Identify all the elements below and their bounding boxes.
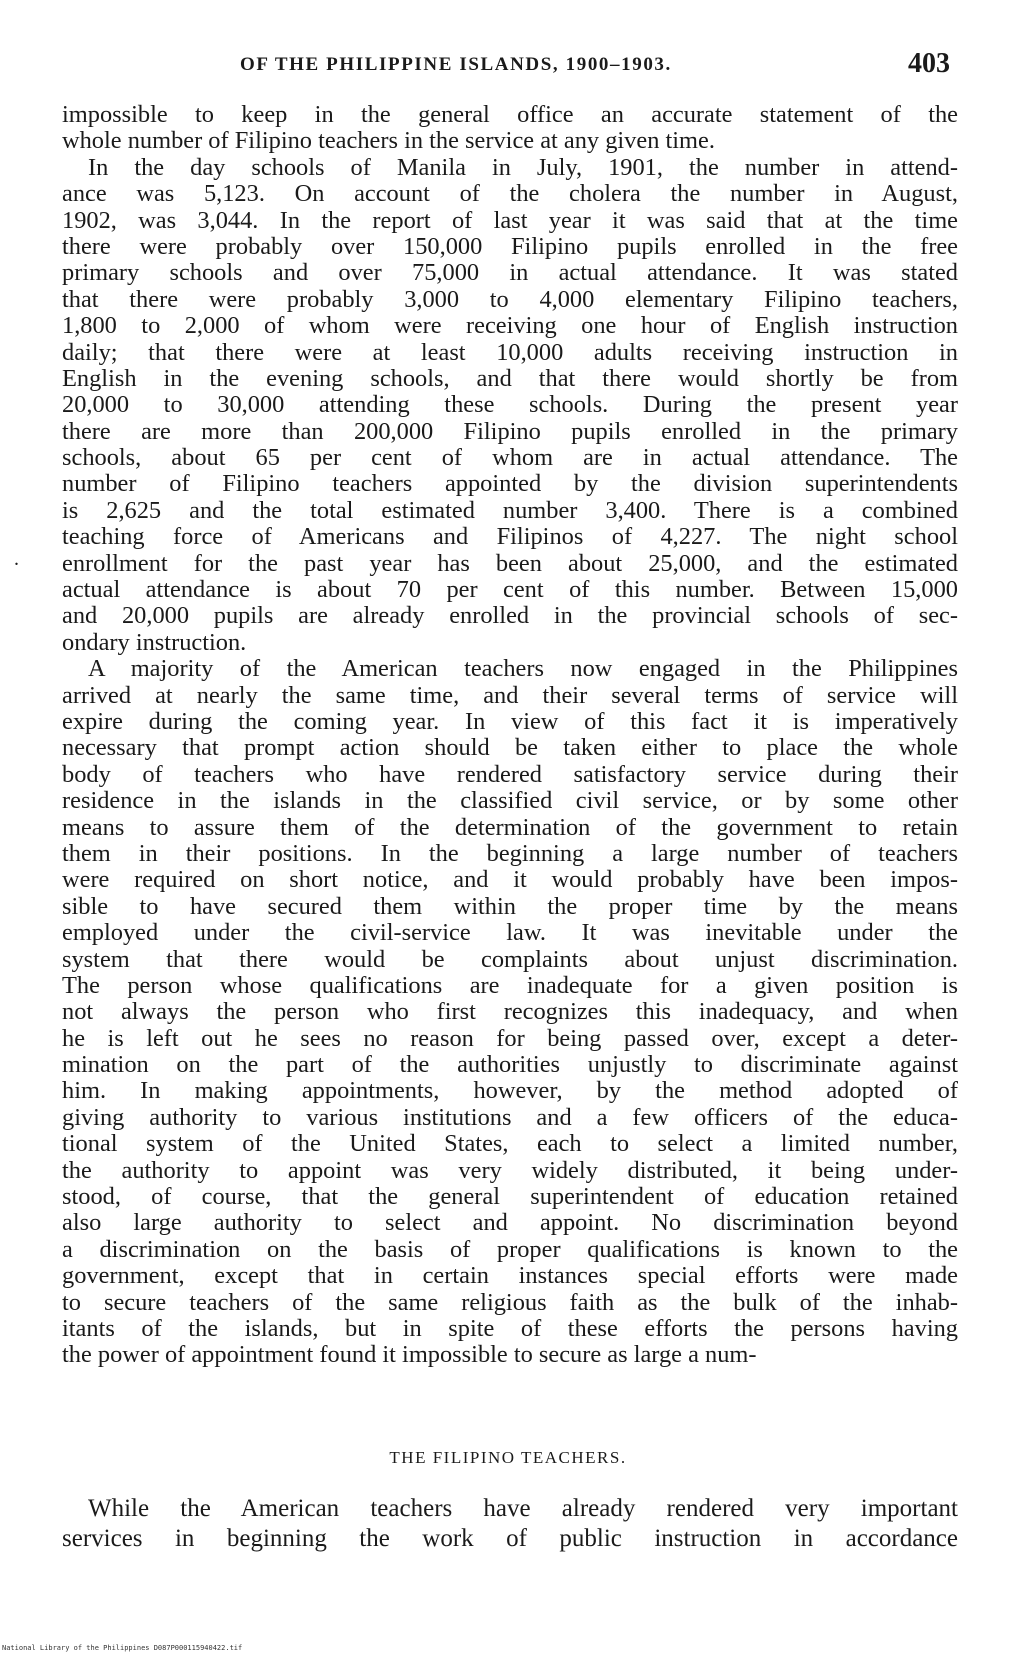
text-line: body of teachers who have rendered satisfactory service during their [62,760,958,788]
margin-mark: . [14,548,19,570]
text-line: them in their positions. In the beginning a large number of teachers [62,839,958,867]
text-line: to secure teachers of the same religious faith as the bulk of the inhab- [62,1288,958,1316]
text-line: a discrimination on the basis of proper qualifications is known to the [62,1235,958,1263]
text-line: government, except that in certain instances special efforts were made [62,1262,958,1290]
text-line: schools, about 65 per cent of whom are in actual attendance. The [62,444,958,472]
text-line: A majority of the American teachers now engaged in the Philippines [88,655,958,683]
text-line: impossible to keep in the general office an accurate statement of the [62,101,958,128]
text-line: 20,000 to 30,000 attending these schools. During the present year [62,391,958,419]
section-heading: THE FILIPINO TEACHERS. [389,1448,627,1467]
text-line: actual attendance is about 70 per cent of this number. Between 15,000 [62,576,958,604]
text-line: means to assure them of the determination of the government to retain [62,813,958,841]
text-line: 1,800 to 2,000 of whom were receiving one hour of English instruction [62,312,958,340]
text-line: is 2,625 and the total estimated number 3,400. There is a combined [62,496,958,524]
text-line: mination on the part of the authorities unjustly to discriminate against [62,1051,958,1079]
text-line: primary schools and over 75,000 in actual attendance. It was stated [62,259,958,287]
text-line: services in beginning the work of public instruction in accordance [62,1525,958,1552]
text-line: ance was 5,123. On account of the cholera the number in August, [62,180,958,208]
text-line: ondary instruction. [62,628,247,656]
text-line: also large authority to select and appoint. No discrimination beyond [62,1209,958,1237]
text-line: there were probably over 150,000 Filipino pupils enrolled in the free [62,232,958,260]
text-line: English in the evening schools, and that there would shortly be from [62,364,958,392]
text-line: that there were probably 3,000 to 4,000 elementary Filipino teachers, [62,285,958,313]
text-line: whole number of Filipino teachers in the service at any given time. [62,127,715,155]
text-line: arrived at nearly the same time, and their several terms of service will [62,681,958,709]
body-text [62,102,958,1369]
text-line: The person whose qualifications are inadequate for a given position is [62,971,958,999]
scan-footer: National Library of the Philippines D087P000115940422.tif [2,1644,243,1652]
page-number: 403 [908,48,950,79]
text-line: employed under the civil-service law. It was inevitable under the [62,919,958,947]
text-line: itants of the islands, but in spite of these efforts the persons having [62,1314,958,1342]
text-line: giving authority to various institutions and a few officers of the educa- [62,1103,958,1131]
text-line: the power of appointment found it impossible to secure as large a num- [62,1341,757,1369]
text-line: tional system of the United States, each to select a limited number, [62,1130,958,1158]
text-line: stood, of course, that the general superintendent of education retained [62,1183,958,1211]
text-line: enrollment for the past year has been about 25,000, and the estimated [62,549,958,577]
text-line: 1902, was 3,044. In the report of last year it was said that at the time [62,206,958,234]
text-line: expire during the coming year. In view of this fact it is imperatively [62,707,958,735]
text-line: he is left out he sees no reason for being passed over, except a deter- [62,1024,958,1052]
text-line: daily; that there were at least 10,000 adults receiving instruction in [62,338,958,366]
text-line: were required on short notice, and it would probably have been impos- [62,866,958,894]
text-line: system that there would be complaints about unjust discrimination. [62,945,958,973]
text-line: him. In making appointments, however, by the method adopted of [62,1077,958,1105]
text-line: residence in the islands in the classified civil service, or by some other [62,787,958,815]
text-line: In the day schools of Manila in July, 1901, the number in attend- [88,153,958,181]
text-line: teaching force of Americans and Filipinos of 4,227. The night school [62,523,958,551]
final-text [62,1494,958,1554]
text-line: there are more than 200,000 Filipino pupils enrolled in the primary [62,417,958,445]
text-line: the authority to appoint was very widely distributed, it being under- [62,1156,958,1184]
page-header [220,48,950,82]
text-line: While the American teachers have already rendered very important [88,1495,958,1522]
running-title: OF THE PHILIPPINE ISLANDS, 1900–1903. [240,54,672,75]
text-line: not always the person who first recognizes this inadequacy, and when [62,998,958,1026]
text-line: and 20,000 pupils are already enrolled in the provincial schools of sec- [62,602,958,630]
text-line: necessary that prompt action should be taken either to place the whole [62,734,958,762]
text-line: number of Filipino teachers appointed by the division superintendents [62,470,958,498]
text-line: sible to have secured them within the proper time by the means [62,892,958,920]
